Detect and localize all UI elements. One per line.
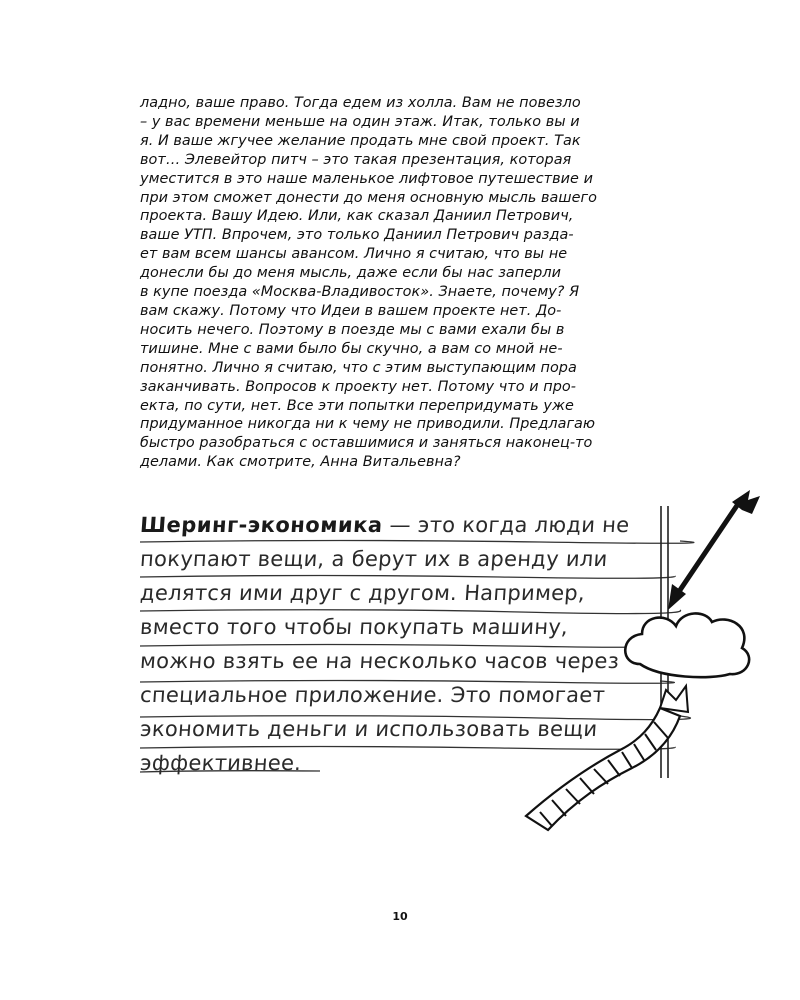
handwritten-definition [140, 510, 660, 782]
prose-line: придуманное никогда ни к чему не приводили. Предлагаю [140, 416, 596, 433]
prose-line: в купе поезда «Москва-Владивосток». Знаете, почему? Я [140, 284, 580, 301]
prose-line: я. И ваше жгучее желание продать мне свой проект. Так [140, 132, 581, 149]
prose-line: тишине. Мне с вами было бы скучно, а вам со мной не- [140, 340, 563, 357]
note-line: делятся ими друг с другом. Например, [139, 581, 586, 605]
prose-line: екта, по сути, нет. Все эти попытки перепридумать уже [140, 397, 574, 414]
sharing-economy-note [120, 486, 780, 846]
prose-line: вот… Элевейтор питч – это такая презентация, которая [140, 151, 572, 168]
note-line: вместо того чтобы покупать машину, [139, 615, 569, 639]
note-line: экономить деньги и использовать вещи [139, 717, 599, 741]
note-line: покупают вещи, а берут их в аренду или [139, 547, 609, 571]
prose-line: проекта. Вашу Идею. Или, как сказал Даниил Петрович, [140, 208, 574, 225]
prose-line: делами. Как смотрите, Анна Витальевна? [140, 454, 461, 471]
note-line: можно взять ее на несколько часов через [139, 649, 620, 673]
prose-line: ладно, ваше право. Тогда едем из холла. Вам не повезло [140, 95, 581, 111]
prose-line: – у вас времени меньше на один этаж. Итак, только вы и [140, 113, 580, 130]
prose-line: уместится в это наше маленькое лифтовое путешествие и [140, 170, 593, 187]
note-line: специальное приложение. Это помогает [139, 683, 606, 707]
prose-line: быстро разобраться с оставшимися и заняться наконец-то [140, 435, 593, 452]
prose-line: ет вам всем шансы авансом. Лично я считаю, что вы не [140, 246, 568, 263]
prose-paragraph [140, 94, 682, 472]
note-line-rest: — это когда люди не [381, 513, 631, 537]
page-number: 10 [392, 910, 408, 923]
prose-line: заканчивать. Вопросов к проекту нет. Потому что и про- [140, 378, 576, 395]
note-term: Шеринг-экономика [139, 513, 384, 537]
prose-line: носить нечего. Поэтому в поезде мы с вами ехали бы в [140, 321, 565, 338]
prose-line: при этом сможет донести до меня основную мысль вашего [140, 189, 597, 206]
prose-line: вам скажу. Потому что Идеи в вашем проекте нет. До- [140, 302, 562, 319]
note-line: эффективнее. [139, 751, 303, 775]
prose-line: донесли бы до меня мысль, даже если бы нас заперли [140, 265, 561, 282]
prose-line: ваше УТП. Впрочем, это только Даниил Петрович разда- [140, 227, 574, 244]
arrow-icon [668, 490, 760, 610]
note-line [139, 510, 661, 544]
prose-line: понятно. Лично я считаю, что с этим выступающим пора [140, 359, 577, 376]
